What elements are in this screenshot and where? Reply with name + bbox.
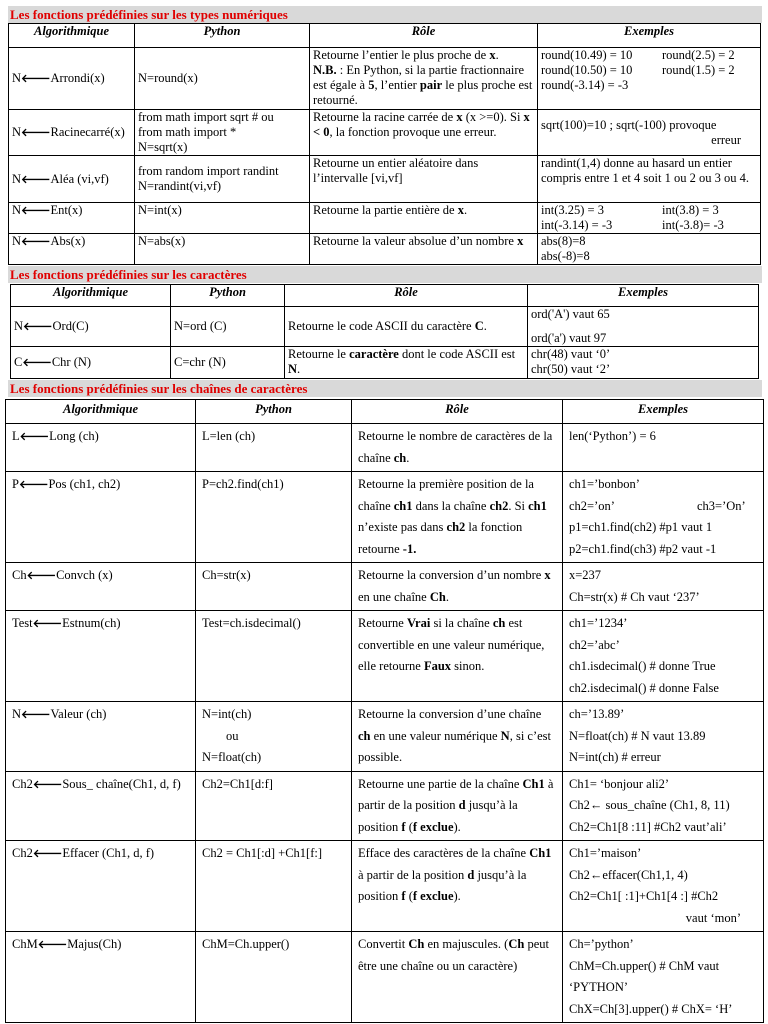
table-row: N🡐Aléa (vi,vf) from random import randint N=randint(vi,vf) Retourne un entier aléatoire dans l’intervalle [vi,vf] randint(1,4) donne au hasard un entier compris entre 1 et 4 soit 1 ou 2 ou 3 ou 4. (9, 156, 761, 203)
header-python: Python (135, 24, 310, 48)
arrow-icon: 🡐 (21, 235, 51, 248)
arrow-icon: 🡐 (32, 847, 63, 860)
table-row: N🡐Racinecarré(x) from math import sqrt # ou from math import * N=sqrt(x) Retourne la racine carrée de x (x >=0). Si x < 0, la fonction provoque une erreur. sqrt(100)=10 ; sqrt(-100) provoque erreur (9, 110, 761, 156)
character-functions-table: Algorithmique Python Rôle Exemples N🡐Ord(C) N=ord (C) Retourne le code ASCII du caractère C. ord('A') vaut 65 ord('a') vaut 97 C🡐Chr (N) C=chr (N) Retourne le caractère dont le code ASCII est N. chr(48) vaut ‘0’ chr(50) vaut ‘2’ (10, 284, 759, 379)
arrow-icon: 🡐 (21, 708, 51, 721)
arrow-icon: 🡐 (26, 569, 57, 582)
arrow-icon: 🡐 (22, 356, 52, 369)
arrow-icon: 🡐 (19, 430, 50, 443)
arrow-icon: 🡐 (32, 617, 63, 630)
string-functions-table: Algorithmique Python Rôle Exemples L🡐Long (ch) L=len (ch) Retourne le nombre de caractères de la chaîne ch. len(‘Python’) = 6 P🡐Pos (ch1, ch2) P=ch2.find(ch1) Retourne la première position de la chaîne ch1 dans la chaîne ch2. Si ch1 n’existe pas dans ch2 la fonction retourne -1. ch1=’bonbon’ ch2=’on’ ch3=’On’ p1=ch1.find(ch2) #p1 vaut 1 p2=ch1.find(ch3) #p2 vaut -1 Ch🡐Convch (x) Ch=str(x) Retourne la conversion d’un nombre x en une chaîne Ch. x=237 Ch=str(x) # Ch vaut ‘237’ Test🡐Estnum(ch) Test=ch.isdecimal() Retourne Vrai si la chaîne ch est convertible en une valeur numérique, elle retourne Faux sinon. ch1=’1234’ ch2=’abc’ ch1.isdecimal() # donne True ch2.isdecimal() # donne False N🡐Valeur (ch) N=int(ch) ou N=float(ch) Retourne la conversion d’une chaîne ch en une valeur numérique N, si c’est possible. ch=’13.89’ N=float(ch) # N vaut 13.89 N=int(ch) # erreur Ch2🡐Sous_ chaîne(Ch1, d, f) Ch2=Ch1[d:f] Retourne une partie de la chaîne Ch1 à partir de la position d jusqu’à la position f (f exclue). Ch1= ‘bonjour ali2’ Ch2← sous_chaîne (Ch1, 8, 11) Ch2=Ch1[8 :11] #Ch2 vaut’ali’ Ch2🡐Effacer (Ch1, d, f) Ch2 = Ch1[:d] +Ch1[f:] Efface des caractères de la chaîne Ch1 à partir de la position d jusqu’à la position f (f exclue). Ch1=’maison’ Ch2←effacer(Ch1,1, 4) Ch2=Ch1[ :1]+Ch1[4 :] #Ch2 vaut ‘mon’ ChM🡐Majus(Ch) ChM=Ch.upper() Convertit Ch en majuscules. (Ch peut être une chaîne ou un caractère) Ch=’python’ ChM=Ch.upper() # ChM vaut ‘PYTHON’ ChX=Ch[3].upper() # ChX= ‘H’ (5, 399, 764, 1023)
table-row: N🡐Ent(x) N=int(x) Retourne la partie entière de x. int(3.25) = 3 int(3.8) = 3 int(-3.14) = -3 int(-3.8)= -3 (9, 203, 761, 234)
section-title-characters: Les fonctions prédéfinies sur les caractères (8, 266, 762, 283)
table-row: Ch🡐Convch (x) Ch=str(x) Retourne la conversion d’un nombre x en une chaîne Ch. x=237 Ch=str(x) # Ch vaut ‘237’ (6, 563, 764, 611)
arrow-icon: 🡐 (21, 204, 51, 217)
arrow-icon: 🡐 (21, 172, 51, 186)
arrow-icon: 🡐 (23, 320, 53, 333)
numeric-functions-table (8, 23, 761, 265)
header-role: Rôle (310, 24, 538, 48)
header-algo: Algorithmique (9, 24, 135, 48)
table-row: ChM🡐Majus(Ch) ChM=Ch.upper() Convertit Ch en majuscules. (Ch peut être une chaîne ou un caractère) Ch=’python’ ChM=Ch.upper() # ChM vaut ‘PYTHON’ ChX=Ch[3].upper() # ChX= ‘H’ (6, 932, 764, 1023)
arrow-icon: 🡐 (21, 126, 51, 139)
table-row: C🡐Chr (N) C=chr (N) Retourne le caractère dont le code ASCII est N. chr(48) vaut ‘0’ chr(50) vaut ‘2’ (11, 347, 759, 379)
table-row: Ch2🡐Sous_ chaîne(Ch1, d, f) Ch2=Ch1[d:f] Retourne une partie de la chaîne Ch1 à partir de la position d jusqu’à la position f (f exclue). Ch1= ‘bonjour ali2’ Ch2← sous_chaîne (Ch1, 8, 11) Ch2=Ch1[8 :11] #Ch2 vaut’ali’ (6, 771, 764, 841)
arrow-icon: 🡐 (18, 478, 49, 491)
table-row: N🡐Valeur (ch) N=int(ch) ou N=float(ch) Retourne la conversion d’une chaîne ch en une valeur numérique N, si c’est possible. ch=’13.89’ N=float(ch) # N vaut 13.89 N=int(ch) # erreur (6, 702, 764, 772)
table-row: N🡐Arrondi(x) N=round(x) Retourne l’entier le plus proche de x. N.B. : En Python, si la partie fractionnaire est égale à 5, l’entier pair le plus proche est retourné. round(10.49) = 10 round(2.5) = 2 round(10.50) = 10 round(1.5) = 2 round(-3.14) = -3 (9, 48, 761, 110)
arrow-icon: 🡐 (37, 938, 68, 951)
table-row: P🡐Pos (ch1, ch2) P=ch2.find(ch1) Retourne la première position de la chaîne ch1 dans la chaîne ch2. Si ch1 n’existe pas dans ch2 la fonction retourne -1. ch1=’bonbon’ ch2=’on’ ch3=’On’ p1=ch1.find(ch2) #p1 vaut 1 p2=ch1.find(ch3) #p2 vaut -1 (6, 472, 764, 563)
table-row: Test🡐Estnum(ch) Test=ch.isdecimal() Retourne Vrai si la chaîne ch est convertible en une valeur numérique, elle retourne Faux sinon. ch1=’1234’ ch2=’abc’ ch1.isdecimal() # donne True ch2.isdecimal() # donne False (6, 611, 764, 702)
section-title-numeric: Les fonctions prédéfinies sur les types numériques (8, 6, 762, 23)
section-title-strings: Les fonctions prédéfinies sur les chaînes de caractères (8, 380, 762, 397)
table-row: N🡐Abs(x) N=abs(x) Retourne la valeur absolue d’un nombre x abs(8)=8 abs(-8)=8 (9, 234, 761, 265)
table-row: Ch2🡐Effacer (Ch1, d, f) Ch2 = Ch1[:d] +Ch1[f:] Efface des caractères de la chaîne Ch1 à partir de la position d jusqu’à la position f (f exclue). Ch1=’maison’ Ch2←effacer(Ch1,1, 4) Ch2=Ch1[ :1]+Ch1[4 :] #Ch2 vaut ‘mon’ (6, 841, 764, 932)
arrow-icon: 🡐 (32, 777, 63, 791)
table-row: N🡐Ord(C) N=ord (C) Retourne le code ASCII du caractère C. ord('A') vaut 65 ord('a') vaut 97 (11, 307, 759, 347)
table-row: L🡐Long (ch) L=len (ch) Retourne le nombre de caractères de la chaîne ch. len(‘Python’) = 6 (6, 424, 764, 472)
header-exemples: Exemples (538, 24, 761, 48)
arrow-icon: 🡐 (21, 72, 51, 85)
